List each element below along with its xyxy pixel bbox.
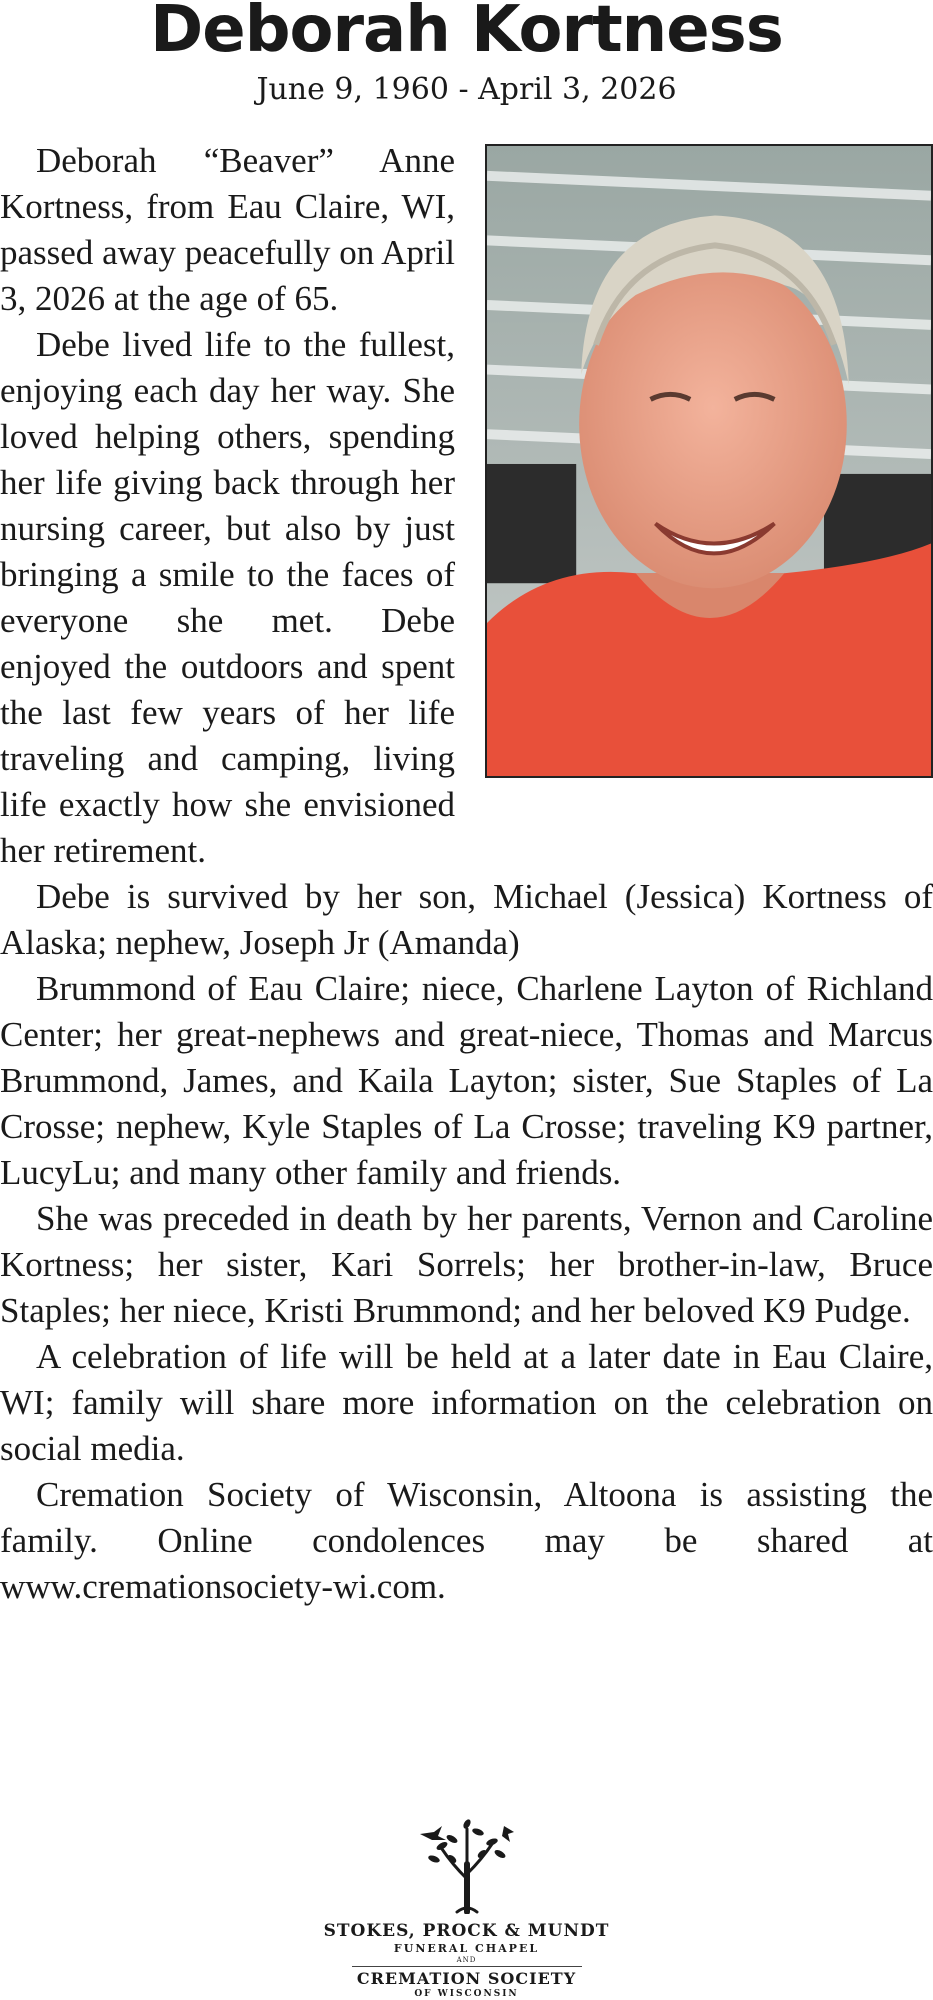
portrait-photo — [485, 144, 933, 778]
logo-line: OF WISCONSIN — [414, 1989, 519, 1999]
life-dates: June 9, 1960 - April 3, 2026 — [256, 72, 677, 107]
paragraph: Debe is survived by her son, Michael (Jessica) Kortness of Alaska; nephew, Joseph Jr (Amanda) — [0, 877, 933, 962]
funeral-home-logo — [0, 1804, 933, 2000]
logo-line: STOKES, PROCK & MUNDT — [323, 1921, 610, 1941]
divider — [352, 1966, 582, 1967]
paragraph: Debe lived life to the fullest, enjoying each day her way. She loved helping others, spending her life giving back through her nursing career, but also by just bringing a smile to the faces of everyone she met. Debe enjoyed the outdoors and spent the last few years of her life traveling and camping, living life exactly how she envisioned her retirement. — [0, 325, 455, 870]
paragraph: Deborah “Beaver” Anne Kortness, from Eau Claire, WI, passed away peacefully on April 3, 2026 at the age of 65. — [0, 141, 455, 318]
paragraph: Cremation Society of Wisconsin, Altoona is assisting the family. Online condolences may be shared at www.cremationsociety-wi.com. — [0, 1475, 933, 1606]
paragraph: A celebration of life will be held at a later date in Eau Claire, WI; family will share more information on the celebration on social media. — [0, 1337, 933, 1468]
paragraph: She was preceded in death by her parents, Vernon and Caroline Kortness; her sister, Kari Sorrels; her brother-in-law, Bruce Staples; her niece, Kristi Brummond; and her beloved K9 Pudge. — [0, 1199, 933, 1330]
logo-line: AND — [456, 1956, 477, 1964]
obituary-name: Deborah Kortness — [150, 0, 783, 67]
portrait-photo-icon — [487, 146, 931, 776]
obituary-body — [0, 138, 933, 1610]
paragraph: Brummond of Eau Claire; niece, Charlene Layton of Richland Center; her great-nephews and great-niece, Thomas and Marcus Brummond, James, and Kaila Layton; sister, Sue Staples of La Crosse; nephew, Kyle Staples of La Crosse; traveling K9 partner, LucyLu; and many other family and friends. — [0, 969, 933, 1192]
logo-line: CREMATION SOCIETY — [356, 1969, 577, 1988]
tree-with-birds-icon — [412, 1804, 522, 1914]
logo-line: FUNERAL CHAPEL — [393, 1942, 540, 1955]
